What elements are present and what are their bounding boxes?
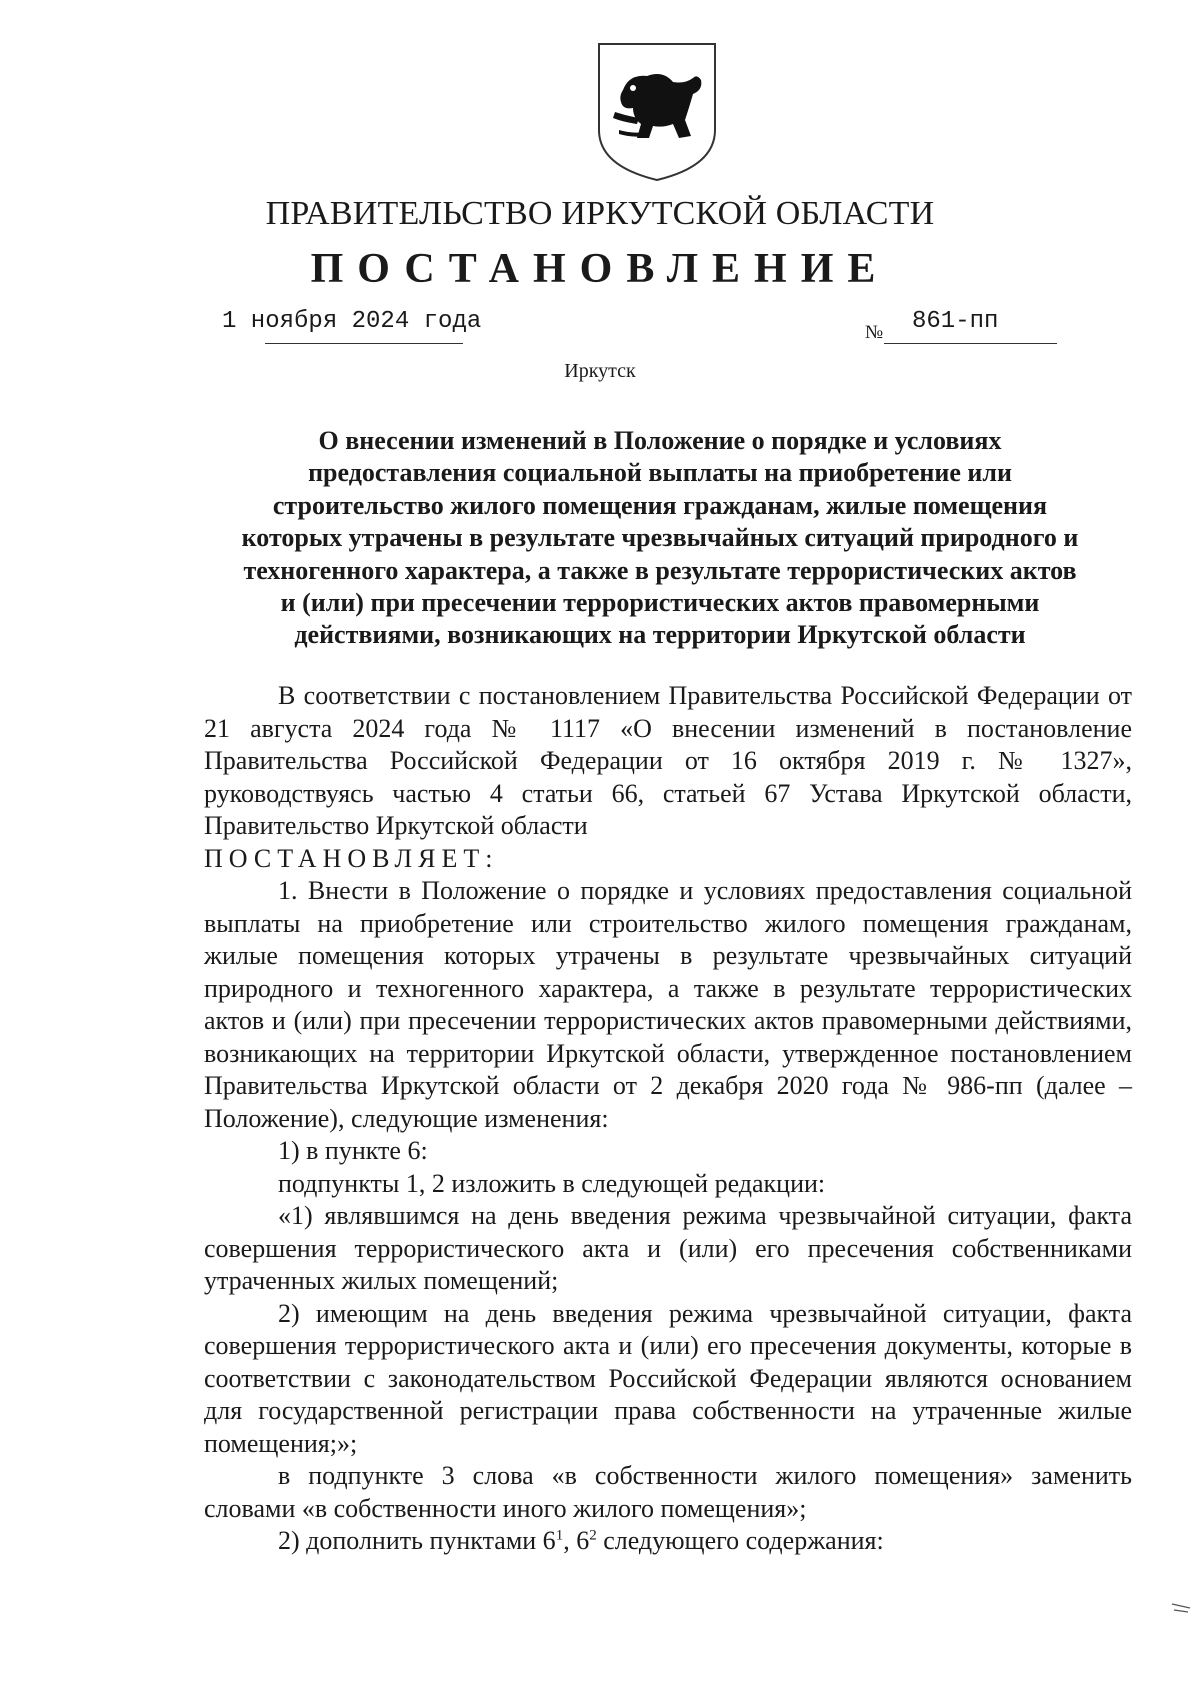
- superscript-2: 2: [589, 1527, 597, 1544]
- subitem-1-heading: 1) в пункте 6:: [278, 1136, 428, 1165]
- document-body: [204, 680, 1132, 1558]
- subitem-2-text-b: , 6: [563, 1526, 590, 1555]
- subpoint-3-amendment: в подпункте 3 слова «в собственности жилого помещения» заменить словами «в собственности иного жилого помещения»;: [204, 1461, 1132, 1523]
- city: Иркутск: [564, 360, 636, 382]
- document-title: [200, 425, 1120, 652]
- title-line: и (или) при пресечении террористических актов правомерными: [280, 588, 1040, 618]
- document-number: 861-пп: [912, 308, 999, 335]
- title-line: которых утрачены в результате чрезвычайных ситуаций природного и: [241, 523, 1079, 553]
- preamble-paragraph: В соответствии с постановлением Правительства Российской Федерации от 21 августа 2024 года № 1117 «О внесении изменений в постановление Правительства Российской Федерации от 16 октября 2019 г. № 1327», руководствуясь частью 4 статьи 66, статьей 67 Устава Иркутской области, Правительство Иркутской области: [204, 681, 1132, 840]
- subitem-2-text-a: 2) дополнить пунктами 6: [278, 1526, 556, 1555]
- coat-of-arms-emblem: [593, 38, 721, 184]
- document-type: ПОСТАНОВЛЕНИЕ: [310, 246, 890, 292]
- superscript-1: 1: [555, 1527, 564, 1544]
- subitem-2-text-c: следующего содержания:: [596, 1526, 884, 1555]
- title-line: О внесении изменений в Положение о порядке и условиях: [318, 426, 1002, 455]
- scan-mark: [1170, 1600, 1192, 1614]
- date-underline: [265, 343, 463, 344]
- subitem-2-heading: [204, 1525, 1132, 1558]
- quoted-subpoint-1: «1) являвшимся на день введения режима чрезвычайной ситуации, факта совершения террористического акта и (или) его пресечения собственниками утраченных жилых помещений;: [204, 1201, 1132, 1295]
- title-line: действиями, возникающих на территории Иркутской области: [294, 620, 1026, 650]
- government-name: ПРАВИТЕЛЬСТВО ИРКУТСКОЙ ОБЛАСТИ: [265, 195, 935, 232]
- title-line: предоставления социальной выплаты на приобретение или: [308, 458, 1012, 488]
- resolves-word: ПОСТАНОВЛЯЕТ:: [204, 843, 499, 873]
- subitem-1-intro: подпункты 1, 2 изложить в следующей редакции:: [278, 1168, 826, 1198]
- title-line: техногенного характера, а также в результате террористических актов: [243, 555, 1077, 585]
- item-1-paragraph: 1. Внести в Положение о порядке и условиях предоставления социальной выплаты на приобретение или строительство жилого помещения гражданам, жилые помещения которых утрачены в результате чрезвычайных ситуаций природного и техногенного характера, а также в результате террористических актов и (или) при пресечении террористических актов правомерными действиями, возникающих на территории Иркутской области, утвержденное постановлением Правительства Иркутской области от 2 декабря 2020 года № 986-пп (далее – Положение), следующие изменения:: [204, 876, 1132, 1133]
- number-sign: №: [865, 322, 884, 343]
- number-underline: [884, 343, 1057, 344]
- title-line: строительство жилого помещения гражданам, жилые помещения: [272, 490, 1048, 520]
- document-date: 1 ноября 2024 года: [222, 308, 482, 335]
- quoted-subpoint-2: 2) имеющим на день введения режима чрезвычайной ситуации, факта совершения террористического акта и (или) его пресечения документы, которые в соответствии с законодательством Российской Федерации являются основанием для государственной регистрации права собственности на утраченные жилые помещения;»;: [204, 1298, 1132, 1458]
